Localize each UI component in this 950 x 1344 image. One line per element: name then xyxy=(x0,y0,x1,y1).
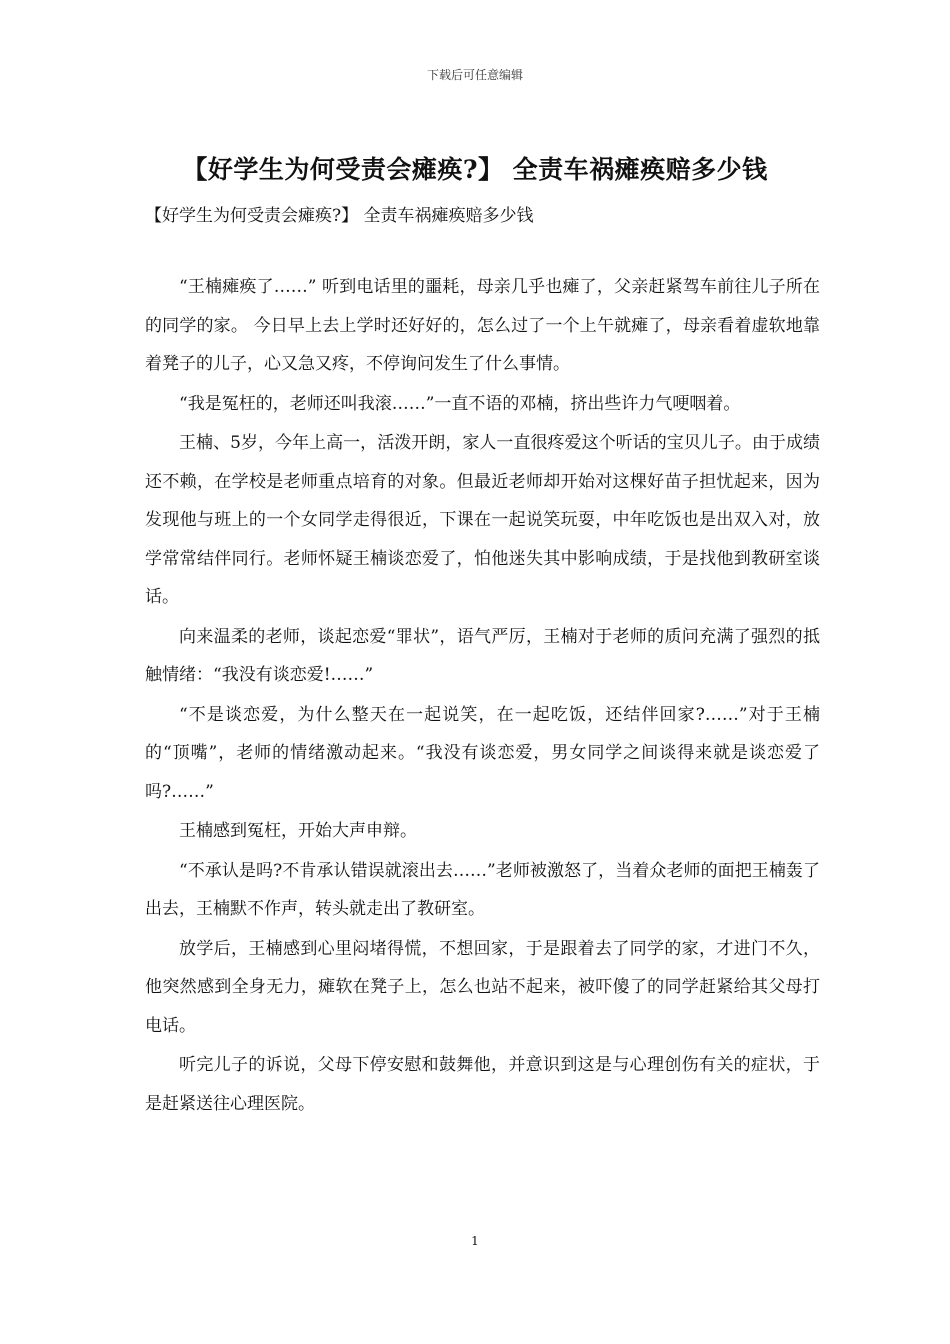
document-subtitle: 【好学生为何受责会瘫痪?】 全责车祸瘫痪赔多少钱 xyxy=(145,206,534,226)
paragraph: 听完儿子的诉说，父母下停安慰和鼓舞他，并意识到这是与心理创伤有关的症状，于是赶紧送往心理医院。 xyxy=(145,1055,820,1114)
paragraph: 放学后，王楠感到心里闷堵得慌，不想回家，于是跟着去了同学的家，才进门不久，他突然感到全身无力，瘫软在凳子上，怎么也站不起来，被吓傻了的同学赶紧给其父母打电话。 xyxy=(145,938,820,1036)
paragraph: 王楠感到冤枉，开始大声申辩。 xyxy=(179,821,417,841)
paragraph: “我是冤枉的，老师还叫我滚……”一直不语的邓楠，挤出些许力气哽咽着。 xyxy=(179,393,741,414)
paragraph: “不承认是吗?不肯承认错误就滚出去……”老师被激怒了，当着众老师的面把王楠轰了出去，王楠默不作声，转头就走出了教研室。 xyxy=(145,860,820,919)
paragraph: “王楠瘫痪了……” 听到电话里的噩耗，母亲几乎也瘫了，父亲赶紧驾车前往儿子所在的同学的家。 今日早上去上学时还好好的，怎么过了一个上午就瘫了，母亲看着虚软地靠着凳子的儿子，心又急又疼，不停询问发生了什么事情。 xyxy=(145,277,820,374)
article-body xyxy=(145,268,820,1124)
header-note: 下载后可任意编辑 xyxy=(426,68,523,82)
paragraph: 向来温柔的老师，谈起恋爱“罪状”，语气严厉，王楠对于老师的质问充满了强烈的抵触情绪：“我没有谈恋爱!……” xyxy=(145,626,820,685)
page-number: 1 xyxy=(471,1234,479,1248)
document-title: 【好学生为何受责会瘫痪?】 全责车祸瘫痪赔多少钱 xyxy=(182,155,768,184)
paragraph: 王楠、5岁，今年上高一，活泼开朗，家人一直很疼爱这个听话的宝贝儿子。由于成绩还不赖，在学校是老师重点培育的对象。但最近老师却开始对这棵好苗子担忧起来，因为发现他与班上的一个女同学走得很近，下课在一起说笑玩耍，中年吃饭也是出双入对，放学常常结伴同行。老师怀疑王楠谈恋爱了，怕他迷失其中影响成绩，于是找他到教研室谈话。 xyxy=(145,433,820,607)
paragraph: “不是谈恋爱，为什么整天在一起说笑，在一起吃饭，还结伴回家?……”对于王楠的“顶嘴”，老师的情绪激动起来。“我没有谈恋爱，男女同学之间谈得来就是谈恋爱了吗?……” xyxy=(145,704,820,802)
